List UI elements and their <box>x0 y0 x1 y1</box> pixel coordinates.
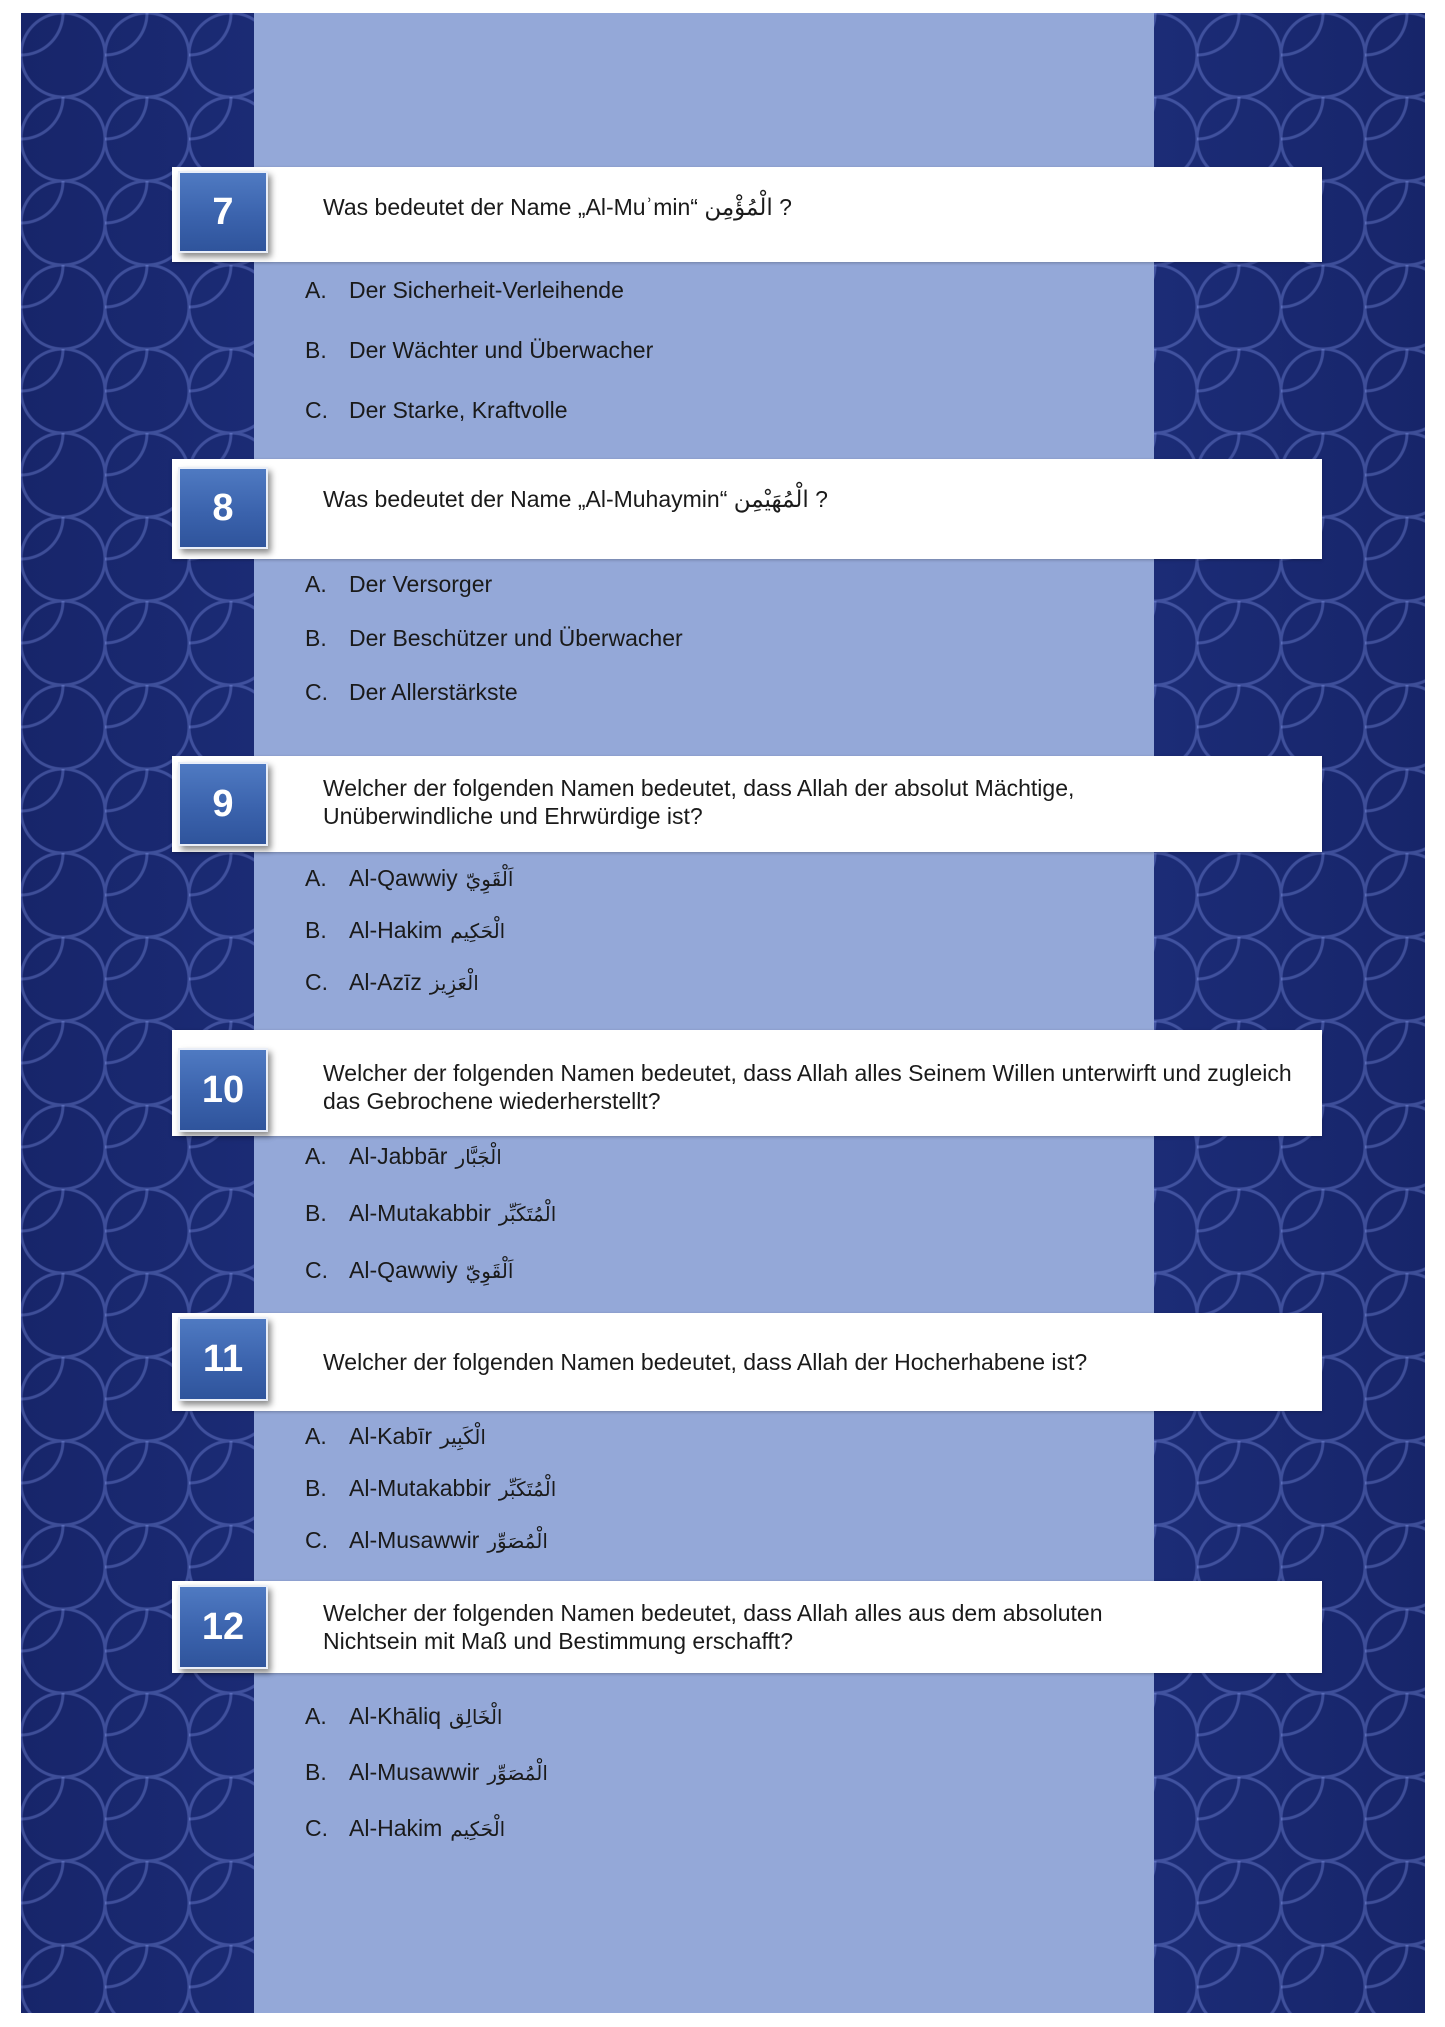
answer-option[interactable]: B. Al-Mutakabbir الْمُتَكَبِّر <box>305 1475 557 1501</box>
answer-option[interactable]: C. Der Starke, Kraftvolle <box>305 397 568 423</box>
question-number-badge: 10 <box>178 1048 268 1132</box>
question-9-bar <box>172 756 1322 852</box>
answer-option[interactable]: C. Al-Hakim الْحَكِيم <box>305 1815 506 1841</box>
answer-option[interactable]: B. Al-Mutakabbir الْمُتَكَبِّر <box>305 1200 557 1226</box>
question-12-bar <box>172 1581 1322 1673</box>
question-7-bar <box>172 167 1322 262</box>
answer-option[interactable]: C. Der Allerstärkste <box>305 679 518 705</box>
question-10-bar <box>172 1030 1322 1136</box>
answer-option[interactable]: A. Al-Kabīr الْكَبِير <box>305 1423 486 1449</box>
answer-option[interactable]: C. Al-Azīz الْعَزِيز <box>305 969 479 995</box>
question-number-badge: 7 <box>178 171 268 253</box>
answer-option[interactable]: B. Al-Musawwir الْمُصَوِّر <box>305 1759 548 1785</box>
question-number-badge: 11 <box>178 1317 268 1401</box>
answer-option[interactable]: A. Al-Qawwiy اَلْقَوِيّ <box>305 865 514 891</box>
question-11-bar <box>172 1313 1322 1411</box>
question-text: Welcher der folgenden Namen bedeutet, dass Allah der Hocherhabene ist? <box>323 1349 1088 1375</box>
question-text: Welcher der folgenden Namen bedeutet, dass Allah alles aus dem absoluten Nichtsein mit Maß und Bestimmung erschafft? <box>323 1600 1103 1654</box>
answer-option[interactable]: A. Der Versorger <box>305 571 493 597</box>
answer-option[interactable]: A. Al-Jabbār الْجَبَّار <box>305 1143 502 1169</box>
question-number-badge: 8 <box>178 467 268 549</box>
question-text: Was bedeutet der Name „Al-Muhaymin“ الْمُهَيْمِن ? <box>323 486 828 512</box>
answer-option[interactable]: A. Al-Khāliq الْخَالِق <box>305 1703 503 1729</box>
question-8-bar <box>172 459 1322 559</box>
question-text: Was bedeutet der Name „Al-Muʾmin“ الْمُؤْمِن ? <box>323 194 792 220</box>
answer-option[interactable]: B. Der Beschützer und Überwacher <box>305 625 683 651</box>
answer-option[interactable]: C. Al-Musawwir الْمُصَوِّر <box>305 1527 548 1553</box>
question-number-badge: 9 <box>178 762 268 846</box>
question-text: Welcher der folgenden Namen bedeutet, dass Allah der absolut Mächtige, Unüberwindliche und Ehrwürdige ist? <box>323 775 1075 829</box>
answer-option[interactable]: A. Der Sicherheit-Verleihende <box>305 277 624 303</box>
page-frame <box>21 13 1425 2013</box>
question-number-badge: 12 <box>178 1585 268 1669</box>
answer-option[interactable]: B. Al-Hakim الْحَكِيم <box>305 917 506 943</box>
question-text: Welcher der folgenden Namen bedeutet, dass Allah alles Seinem Willen unterwirft und zugleich das Gebrochene wiederherstellt? <box>323 1060 1292 1114</box>
answer-option[interactable]: C. Al-Qawwiy اَلْقَوِيّ <box>305 1257 514 1283</box>
answer-option[interactable]: B. Der Wächter und Überwacher <box>305 337 654 363</box>
